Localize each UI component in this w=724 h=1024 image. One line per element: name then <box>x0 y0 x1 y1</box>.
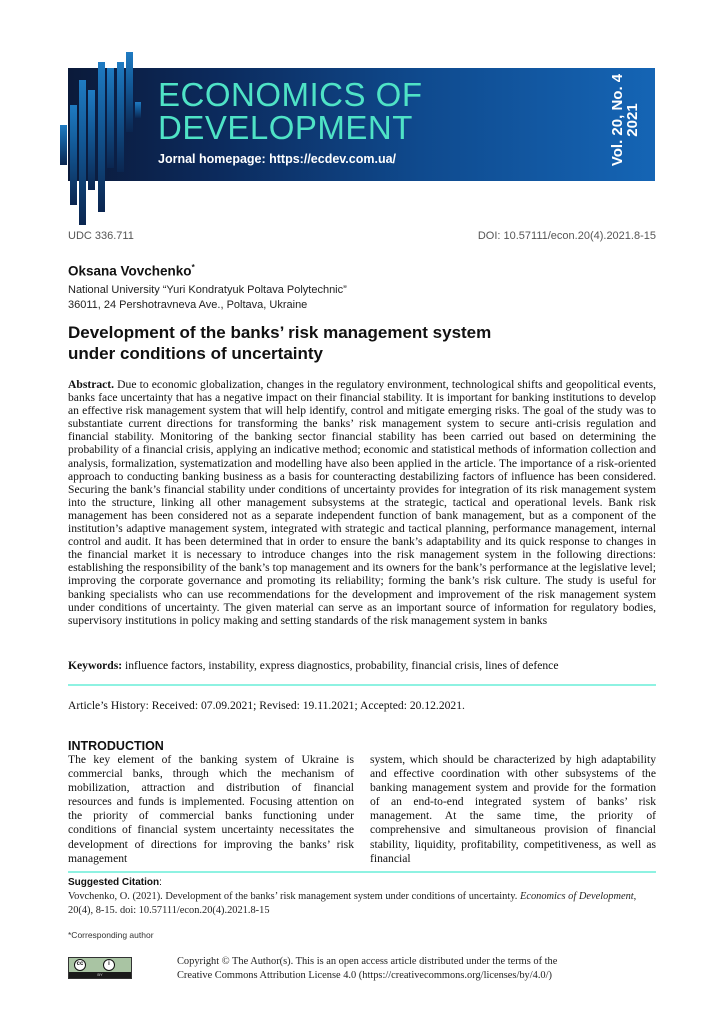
citation-colon: : <box>159 877 162 888</box>
citation-doi: , 20(4), 8-15. doi: 10.57111/econ.20(4).2021.8-15 <box>68 891 637 916</box>
citation-label: Suggested Citation <box>68 877 160 888</box>
section-divider <box>68 684 656 686</box>
article-title-line2: under conditions of uncertainty <box>68 344 324 363</box>
udc-code: UDC 336.711 <box>68 230 134 242</box>
abstract-text: Due to economic globalization, changes in the regulatory environment, technological shifts and geopolitical events, banks face uncertainty that has a negative impact on their financial stability. It is important for banking institutions to develop an effective risk management system that will help identify, control and mitigate emerging risks. The goal of the study was to substantiate current directions for transforming the banks’ risk management system to secure anti-crisis regulation and financial stability. Monitoring of the banking sector financial stability has been carried out based on determining the probability of a financial crisis, applying an indicative method; economic and statistical methods of information collection and analysis, formalization, systematization and modelling have also been applied in the article. The importance of a risk-oriented approach to conducting banking business as a basis for counteracting destabilizing factors of influence has been considered. Securing the bank’s financial stability under conditions of uncertainty provides for integration of its risk management system into the structure, linking all other management subsystems at the strategic, tactical and operational levels. Bank risk management has been considered not as a separate independent function of bank management, but as a component of the institution’s adaptive management system, integrated with strategic and tactical planning, performance management, internal control and audit. It has been determined that in order to ensure the bank’s adaptability and its quick response to changes in the financial market it is necessary to introduce changes into the risk management system in the following directions: establishing the responsibility of the bank’s top management and its owners for the bank’s performance at the legislative level; improving the corporate governance and promoting its reliability; forming the bank’s risk culture. The study is useful for banking specialists who can use recommendations for the development and improvement of the risk management system under conditions of uncertainty. The given material can serve as an important source of information for regulatory bodies, supervisory institutions in policy making and setting standards of the risk management system in banks <box>68 378 656 627</box>
volume-label <box>610 60 640 180</box>
introduction-heading: INTRODUCTION <box>68 739 164 753</box>
journal-homepage-link[interactable]: Jornal homepage: https://ecdev.com.ua/ <box>158 152 397 166</box>
cc-by-license-badge[interactable] <box>68 957 132 979</box>
copyright-line1: Copyright © The Author(s). This is an open access article distributed under the terms of the <box>177 956 558 967</box>
volume-number: Vol. 20, No. 4 <box>609 73 626 167</box>
citation-divider <box>68 871 656 873</box>
citation-heading <box>68 877 162 888</box>
keywords-label: Keywords: <box>68 659 123 672</box>
volume-year: 2021 <box>624 103 641 137</box>
suggested-citation <box>68 890 656 918</box>
introduction-column-right: system, which should be characterized by high adaptability and effective coordination with other subsystems of the banking management system and provide for the formation of an end-to-end integrated system of banks’ risk management. At the same time, the priority of comprehensive and simultaneous provision of financial stability, liquidity, profitability, competitiveness, as well as financial <box>370 753 656 865</box>
article-history: Article’s History: Received: 07.09.2021; Revised: 19.11.2021; Accepted: 20.12.2021. <box>68 699 465 712</box>
journal-title <box>158 78 423 144</box>
affiliation-institution: National University “Yuri Kondratyuk Poltava Polytechnic” <box>68 284 347 296</box>
author-name <box>68 263 195 279</box>
by-label: BY <box>69 972 131 978</box>
cc-icon: cc <box>74 959 86 971</box>
article-title <box>68 322 568 364</box>
attribution-icon: i <box>103 959 115 971</box>
keywords-text: influence factors, instability, express diagnostics, probability, financial crisis, lines of defence <box>122 659 559 672</box>
doi-link[interactable]: DOI: 10.57111/econ.20(4).2021.8-15 <box>477 230 656 242</box>
introduction-column-left: The key element of the banking system of Ukraine is commercial banks, through which the mechanism of mobilization, attraction and distribution of financial resources and funds is implemented. Focusing attention on the priority of commercial banks functioning under conditions of financial system uncertainty necessitates the development of directions for improving the banks’ risk management <box>68 753 354 865</box>
citation-text: Vovchenko, O. (2021). Development of the banks’ risk management system under conditions of uncertainty. <box>68 891 520 902</box>
corresponding-marker: * <box>191 263 195 272</box>
keywords <box>68 659 656 672</box>
abstract-label: Abstract. <box>68 378 115 391</box>
citation-journal: Economics of Development <box>519 891 634 902</box>
author-affiliation <box>68 283 347 313</box>
author-name-text: Oksana Vovchenko <box>68 263 192 279</box>
license-link[interactable]: Creative Commons Attribution License 4.0 (https://creativecommons.org/licenses/by/4.0/) <box>177 970 552 981</box>
journal-title-line1: ECONOMICS OF <box>158 76 423 113</box>
article-title-line1: Development of the banks’ risk management system <box>68 323 492 342</box>
corresponding-author-note: *Corresponding author <box>68 930 154 940</box>
copyright-notice <box>177 955 557 983</box>
journal-title-line2: DEVELOPMENT <box>158 109 413 146</box>
affiliation-address: 36011, 24 Pershotravneva Ave., Poltava, Ukraine <box>68 299 308 311</box>
abstract <box>68 378 656 627</box>
